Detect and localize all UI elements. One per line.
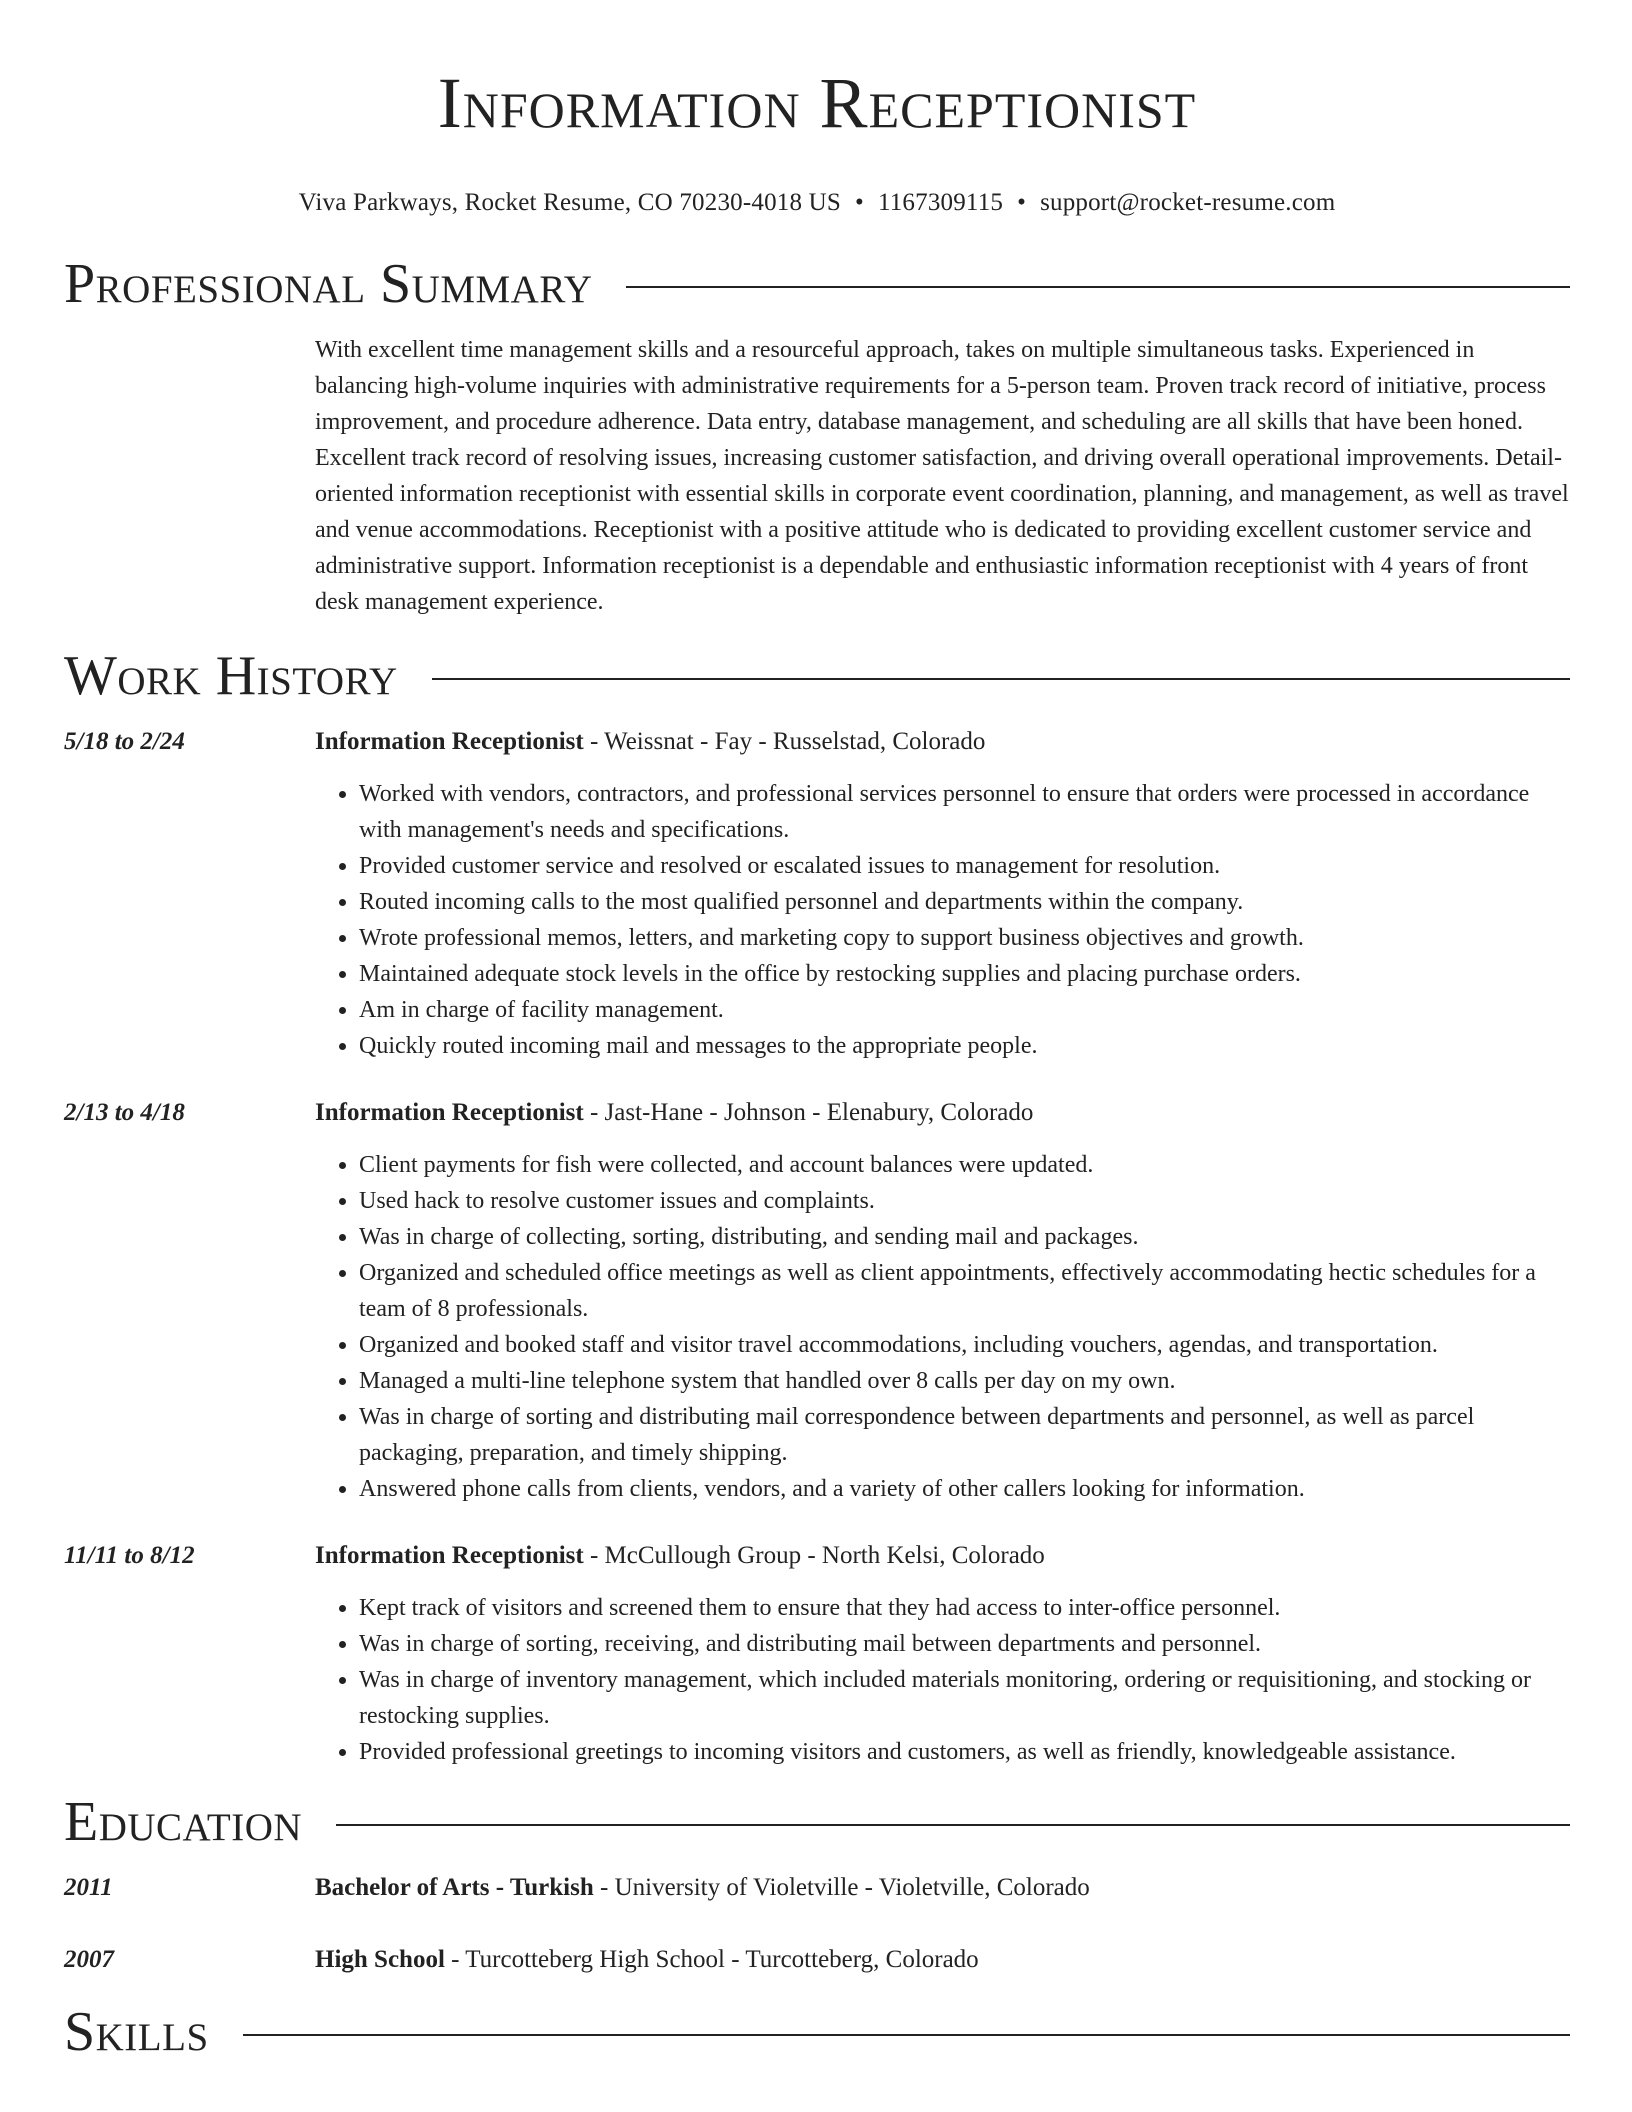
job-bullet: • Managed a multi-line telephone system that handled over 8 calls per day on my own. [359, 1363, 1570, 1399]
education-degree: High School [315, 1946, 445, 1973]
contact-email: support@rocket-resume.com [1040, 189, 1336, 216]
job-employer: - Weissnat - Fay - Russelstad, Colorado [583, 728, 986, 755]
job-bullet: • Answered phone calls from clients, vendors, and a variety of other callers looking for information. [359, 1471, 1570, 1507]
resume-page [64, 0, 1570, 2062]
job-bullet: • Was in charge of sorting and distributing mail correspondence between departments and personnel, as well as parcel packaging, preparation, and timely shipping. [359, 1399, 1570, 1471]
job-heading [315, 1095, 1570, 1131]
contact-address: Viva Parkways, Rocket Resume, CO 70230-4018 US [298, 189, 841, 216]
summary-heading: Professional Summary [64, 253, 593, 315]
education-section-header [64, 1792, 1570, 1852]
section-divider [626, 286, 1570, 288]
education-school: - Turcotteberg High School - Turcotteberg, Colorado [444, 1946, 979, 1973]
contact-separator: • [855, 189, 864, 216]
job-title: Information Receptionist [315, 728, 584, 755]
education-year: 2011 [64, 1874, 113, 1901]
section-divider [432, 678, 1570, 680]
job-bullet: • Am in charge of facility management. [359, 992, 1570, 1028]
job-bullet: • Routed incoming calls to the most qualified personnel and departments within the company. [359, 884, 1570, 920]
job-entry [64, 724, 1570, 1064]
job-bullet: • Used hack to resolve customer issues and complaints. [359, 1183, 1570, 1219]
job-bullet: • Kept track of visitors and screened them to ensure that they had access to inter-office personnel. [359, 1590, 1570, 1626]
job-bullet: • Organized and scheduled office meetings as well as client appointments, effectively accommodating hectic schedules for a team of 8 professionals. [359, 1255, 1570, 1327]
job-dates: 5/18 to 2/24 [64, 728, 185, 755]
job-title: Information Receptionist [315, 1542, 584, 1569]
summary-section-header [64, 254, 1570, 314]
education-heading-line [315, 1870, 1570, 1906]
job-dates: 2/13 to 4/18 [64, 1099, 185, 1126]
section-divider [243, 2034, 1570, 2036]
job-bullet: • Worked with vendors, contractors, and professional services personnel to ensure that orders were processed in accordance with management's needs and specifications. [359, 776, 1570, 848]
job-bullets [315, 776, 1570, 1064]
contact-line [64, 188, 1570, 218]
job-employer: - Jast-Hane - Johnson - Elenabury, Colorado [583, 1099, 1034, 1126]
section-divider [336, 1824, 1570, 1826]
contact-phone: 1167309115 [877, 189, 1004, 216]
skills-section-header [64, 2002, 1570, 2062]
job-heading [315, 1538, 1570, 1574]
job-entry [64, 1538, 1570, 1770]
job-bullet: • Maintained adequate stock levels in the office by restocking supplies and placing purchase orders. [359, 956, 1570, 992]
education-heading: Education [64, 1791, 303, 1853]
job-bullet: • Wrote professional memos, letters, and marketing copy to support business objectives and growth. [359, 920, 1570, 956]
job-entry [64, 1095, 1570, 1507]
skills-heading: Skills [64, 2001, 209, 2063]
job-bullet: • Provided professional greetings to incoming visitors and customers, as well as friendly, knowledgeable assistance. [359, 1734, 1570, 1770]
job-heading [315, 724, 1570, 760]
education-year: 2007 [64, 1946, 114, 1973]
education-heading-line [315, 1942, 1570, 1978]
education-entry [64, 1870, 1570, 1906]
work-history-heading: Work History [64, 645, 398, 707]
job-title: Information Receptionist [315, 1099, 584, 1126]
job-bullets [315, 1590, 1570, 1770]
job-bullet: • Provided customer service and resolved or escalated issues to management for resolution. [359, 848, 1570, 884]
work-history-section-header [64, 646, 1570, 706]
job-bullet: • Client payments for fish were collected, and account balances were updated. [359, 1147, 1570, 1183]
job-dates: 11/11 to 8/12 [64, 1542, 195, 1569]
resume-name: Information Receptionist [437, 63, 1197, 143]
job-employer: - McCullough Group - North Kelsi, Colorado [583, 1542, 1045, 1569]
summary-text: With excellent time management skills and a resourceful approach, takes on multiple simultaneous tasks. Experienced in balancing high-volume inquiries with administrative requirements for a 5-person team. Proven track record of initiative, process improvement, and procedure adherence. Data entry, database management, and scheduling are all skills that have been honed. Excellent track record of resolving issues, increasing customer satisfaction, and driving overall operational improvements. Detail-oriented information receptionist with essential skills in corporate event coordination, planning, and management, as well as travel and venue accommodations. Receptionist with a positive attitude who is dedicated to providing excellent customer service and administrative support. Information receptionist is a dependable and enthusiastic information receptionist with 4 years of front desk management experience. [315, 337, 1569, 615]
job-bullet: • Quickly routed incoming mail and messages to the appropriate people. [359, 1028, 1570, 1064]
job-bullets [315, 1147, 1570, 1507]
job-bullet: • Was in charge of inventory management, which included materials monitoring, ordering or requisitioning, and stocking or restocking supplies. [359, 1662, 1570, 1734]
education-degree: Bachelor of Arts - Turkish [315, 1874, 594, 1901]
job-bullet: • Organized and booked staff and visitor travel accommodations, including vouchers, agendas, and transportation. [359, 1327, 1570, 1363]
education-entry [64, 1942, 1570, 1978]
contact-separator: • [1017, 189, 1027, 216]
job-bullet: • Was in charge of sorting, receiving, and distributing mail between departments and personnel. [359, 1626, 1570, 1662]
education-school: - University of Violetville - Violetville, Colorado [593, 1874, 1090, 1901]
job-bullet: • Was in charge of collecting, sorting, distributing, and sending mail and packages. [359, 1219, 1570, 1255]
